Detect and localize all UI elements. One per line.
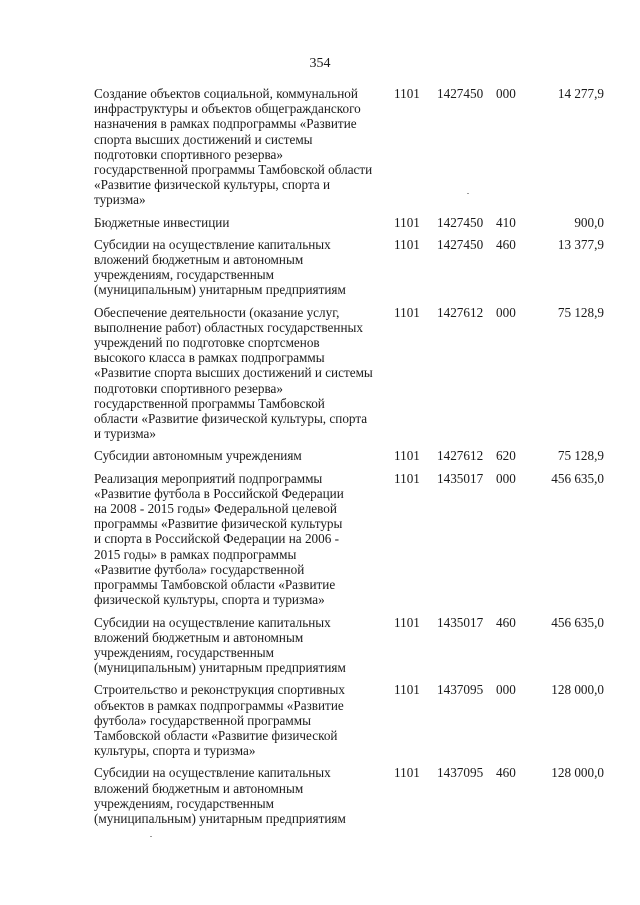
table-row — [94, 86, 604, 208]
row-description: Реализация мероприятий подпрограммы «Развитие футбола в Российской Федерации на 2008 - 2015 годы» Федеральной целевой программы «Развитие физической культуры и спорта в Российской Федерации на 2006 - 2015 годы» в рамках подпрограммы «Развитие футбола» государственной программы Тамбовской области «Развитие физической культуры, спорта и туризма» — [94, 470, 344, 608]
section-code: 1101 — [394, 304, 420, 320]
amount: 14 277,9 — [557, 86, 604, 101]
target-code: 1435017 — [437, 614, 484, 630]
scan-speck — [467, 193, 469, 194]
table-row — [94, 615, 604, 676]
section-code: 1101 — [394, 236, 420, 252]
amount: 456 635,0 — [551, 470, 604, 486]
expense-code: 000 — [496, 304, 516, 320]
amount: 456 635,0 — [551, 614, 604, 630]
table-row — [94, 237, 604, 298]
row-description: Субсидии на осуществление капитальных вложений бюджетным и автономным учреждениям, государственным (муниципальным) унитарным предприятиям — [94, 614, 346, 676]
target-code: 1427612 — [437, 304, 484, 320]
expense-code: 000 — [496, 682, 516, 698]
amount: 13 377,9 — [557, 236, 604, 252]
expense-code: 460 — [496, 614, 516, 630]
target-code: 1437095 — [437, 765, 484, 781]
row-description: Субсидии автономным учреждениям — [94, 448, 302, 464]
page-number: 354 — [309, 56, 331, 71]
target-code: 1427612 — [437, 448, 484, 464]
table-row — [94, 765, 604, 826]
scan-speck — [150, 836, 152, 837]
expense-code: 000 — [496, 86, 516, 101]
budget-table — [94, 86, 604, 826]
target-code: 1427450 — [437, 214, 484, 230]
section-code: 1101 — [394, 614, 420, 630]
amount: 900,0 — [574, 214, 604, 230]
target-code: 1437095 — [437, 682, 484, 698]
row-description: Строительство и реконструкция спортивных объектов в рамках подпрограммы «Развитие футбола» государственной программы Тамбовской области «Развитие физической культуры, спорта и туризма» — [94, 682, 345, 759]
table-row — [94, 305, 604, 442]
expense-code: 460 — [496, 236, 516, 252]
expense-code: 460 — [496, 765, 516, 781]
expense-code: 410 — [496, 214, 516, 230]
row-description: Обеспечение деятельности (оказание услуг, выполнение работ) областных государственных учреждений по подготовке спортсменов высокого класса в рамках подпрограммы «Развитие спорта высших достижений и системы подготовки спортивного резерва» государственной программы Тамбовской области «Развитие физической культуры, спорта и туризма» — [94, 304, 373, 442]
table-row — [94, 448, 604, 463]
target-code: 1435017 — [437, 470, 484, 486]
section-code: 1101 — [394, 214, 420, 230]
row-description: Субсидии на осуществление капитальных вложений бюджетным и автономным учреждениям, государственным (муниципальным) унитарным предприятиям — [94, 236, 346, 298]
table-row — [94, 682, 604, 758]
table-row — [94, 471, 604, 608]
target-code: 1427450 — [437, 86, 484, 101]
expense-code: 000 — [496, 470, 516, 486]
section-code: 1101 — [394, 765, 420, 781]
row-description: Бюджетные инвестиции — [94, 214, 230, 230]
amount: 128 000,0 — [551, 682, 604, 698]
target-code: 1427450 — [437, 236, 484, 252]
amount: 128 000,0 — [551, 765, 604, 781]
amount: 75 128,9 — [557, 304, 604, 320]
expense-code: 620 — [496, 448, 516, 464]
table-row — [94, 215, 604, 230]
section-code: 1101 — [394, 86, 420, 101]
section-code: 1101 — [394, 470, 420, 486]
row-description: Субсидии на осуществление капитальных вложений бюджетным и автономным учреждениям, государственным (муниципальным) унитарным предприятиям — [94, 765, 346, 826]
section-code: 1101 — [394, 448, 420, 464]
amount: 75 128,9 — [557, 448, 604, 464]
row-description: Создание объектов социальной, коммунальной инфраструктуры и объектов общегражданского назначения в рамках подпрограммы «Развитие спорта высших достижений и системы подготовки спортивного резерва» государственной программы Тамбовской области «Развитие физической культуры, спорта и туризма» — [94, 86, 373, 208]
section-code: 1101 — [394, 682, 420, 698]
